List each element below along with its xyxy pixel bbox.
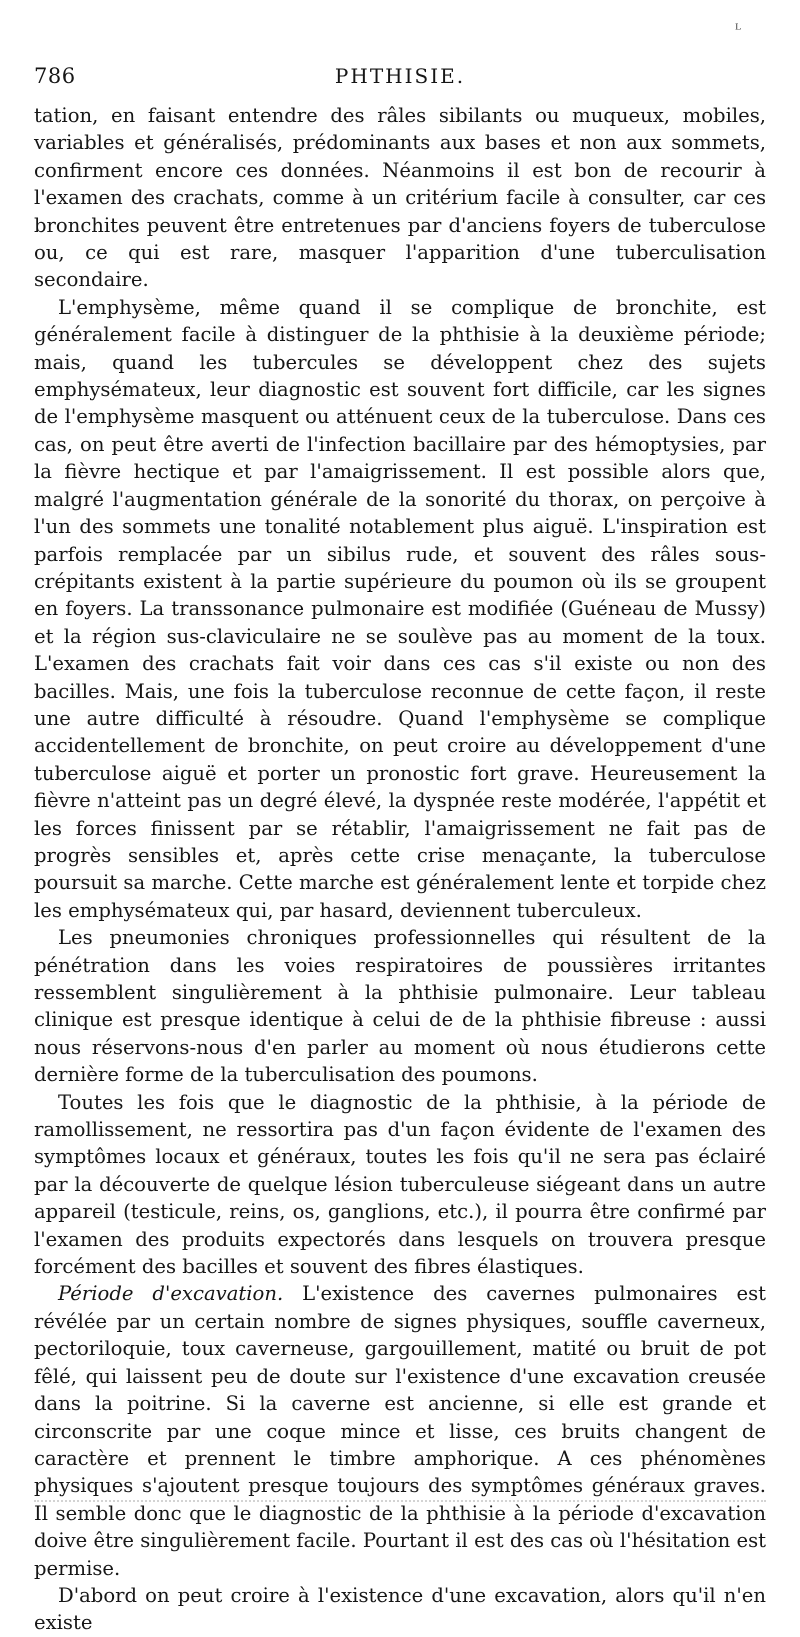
section-heading: Période d'excavation. xyxy=(58,1282,284,1306)
paragraph-softening-diagnosis: Toutes les fois que le diagnostic de la phthisie, à la période de ramollissement, ne ressortira pas d'un façon évidente de l'examen des symptômes locaux et généraux, toutes les fois qu'il ne sera pas éclairé par la découverte de quelque lésion tuberculeuse siégeant dans un autre appareil (testicule, reins, os, ganglions, etc.), il pourra être confirmé par l'examen des produits expectorés dans lesquels on trouvera presque forcément des bacilles et souvent des fibres élastiques. xyxy=(34,1090,766,1279)
running-title: PHTHISIE. xyxy=(334,64,466,88)
paragraph-excavation xyxy=(34,1280,766,1581)
page-header xyxy=(34,64,766,94)
corner-mark: ᴸ xyxy=(735,22,741,38)
page-number: 786 xyxy=(34,64,76,88)
scan-noise-divider xyxy=(34,1500,766,1514)
body-text xyxy=(34,102,766,1637)
paragraph-last: D'abord on peut croire à l'existence d'une excavation, alors qu'il n'en existe xyxy=(34,1583,766,1635)
paragraph-emphysema: L'emphysème, même quand il se complique de bronchite, est généralement facile à distinguer de la phthisie à la deuxième période; mais, quand les tubercules se développent chez des sujets emphysémateux, leur diagnostic est souvent fort difficile, car les signes de l'emphysème masquent ou atténuent ceux de la tuberculose. Dans ces cas, on peut être averti de l'infection bacillaire par des hémoptysies, par la fièvre hectique et par l'amaigrissement. Il est possible alors que, malgré l'augmentation générale de la sonorité du thorax, on perçoive à l'un des sommets une tonalité notablement plus aiguë. L'inspiration est parfois remplacée par un sibilus rude, et souvent des râles sous-crépitants existent à la partie supérieure du poumon où ils se groupent en foyers. La transsonance pulmonaire est modifiée (Guéneau de Mussy) et la région sus-claviculaire ne se soulève pas au moment de la toux. L'examen des crachats fait voir dans ces cas s'il existe ou non des bacilles. Mais, une fois la tuberculose reconnue de cette façon, il reste une autre difficulté à résoudre. Quand l'emphysème se complique accidentellement de bronchite, on peut croire au développement d'une tuberculose aiguë et porter un pronostic fort grave. Heureusement la fièvre n'atteint pas un degré élevé, la dyspnée reste modérée, l'appétit et les forces finissent par se rétablir, l'amaigrissement ne fait pas de progrès sensibles et, après cette crise menaçante, la tuberculose poursuit sa marche. Cette marche est généralement lente et torpide chez les emphysémateux qui, par hasard, deviennent tuberculeux. xyxy=(34,295,766,922)
paragraph-bronchitis: tation, en faisant entendre des râles sibilants ou muqueux, mobiles, variables et généralisés, prédominants aux bases et non aux sommets, confirment encore ces données. Néanmoins il est bon de recourir à l'examen des crachats, comme à un critérium facile à consulter, car ces bronchites peuvent être entretenues par d'anciens foyers de tuberculose ou, ce qui est rare, masquer l'apparition d'une tuberculisation secondaire. xyxy=(34,104,766,292)
paragraph-pneumonias: Les pneumonies chroniques professionnelles qui résultent de la pénétration dans les voies respiratoires de poussières irritantes ressemblent singulièrement à la phthisie pulmonaire. Leur tableau clinique est presque identique à celui de de la phthisie fibreuse : aussi nous réservons-nous d'en parler au moment où nous étudierons cette dernière forme de la tuberculisation des poumons. xyxy=(34,926,766,1087)
section-text: L'existence des cavernes pulmonaires est révélée par un certain nombre de signes physiques, souffle caverneux, pectoriloquie, toux caverneuse, gargouillement, matité ou bruit de pot fêlé, qui laissent peu de doute sur l'existence d'une excavation creusée dans la poitrine. Si la caverne est ancienne, si elle est grande et circonscrite par une coque mince et lisse, ces bruits changent de caractère et prennent le timbre amphorique. A ces phénomènes physiques s'ajoutent presque toujours des symptômes généraux graves. Il semble donc que le diagnostic de la phthisie à la période d'excavation doive être singulièrement facile. Pourtant il est des cas où l'hésitation est permise. xyxy=(34,1282,766,1580)
